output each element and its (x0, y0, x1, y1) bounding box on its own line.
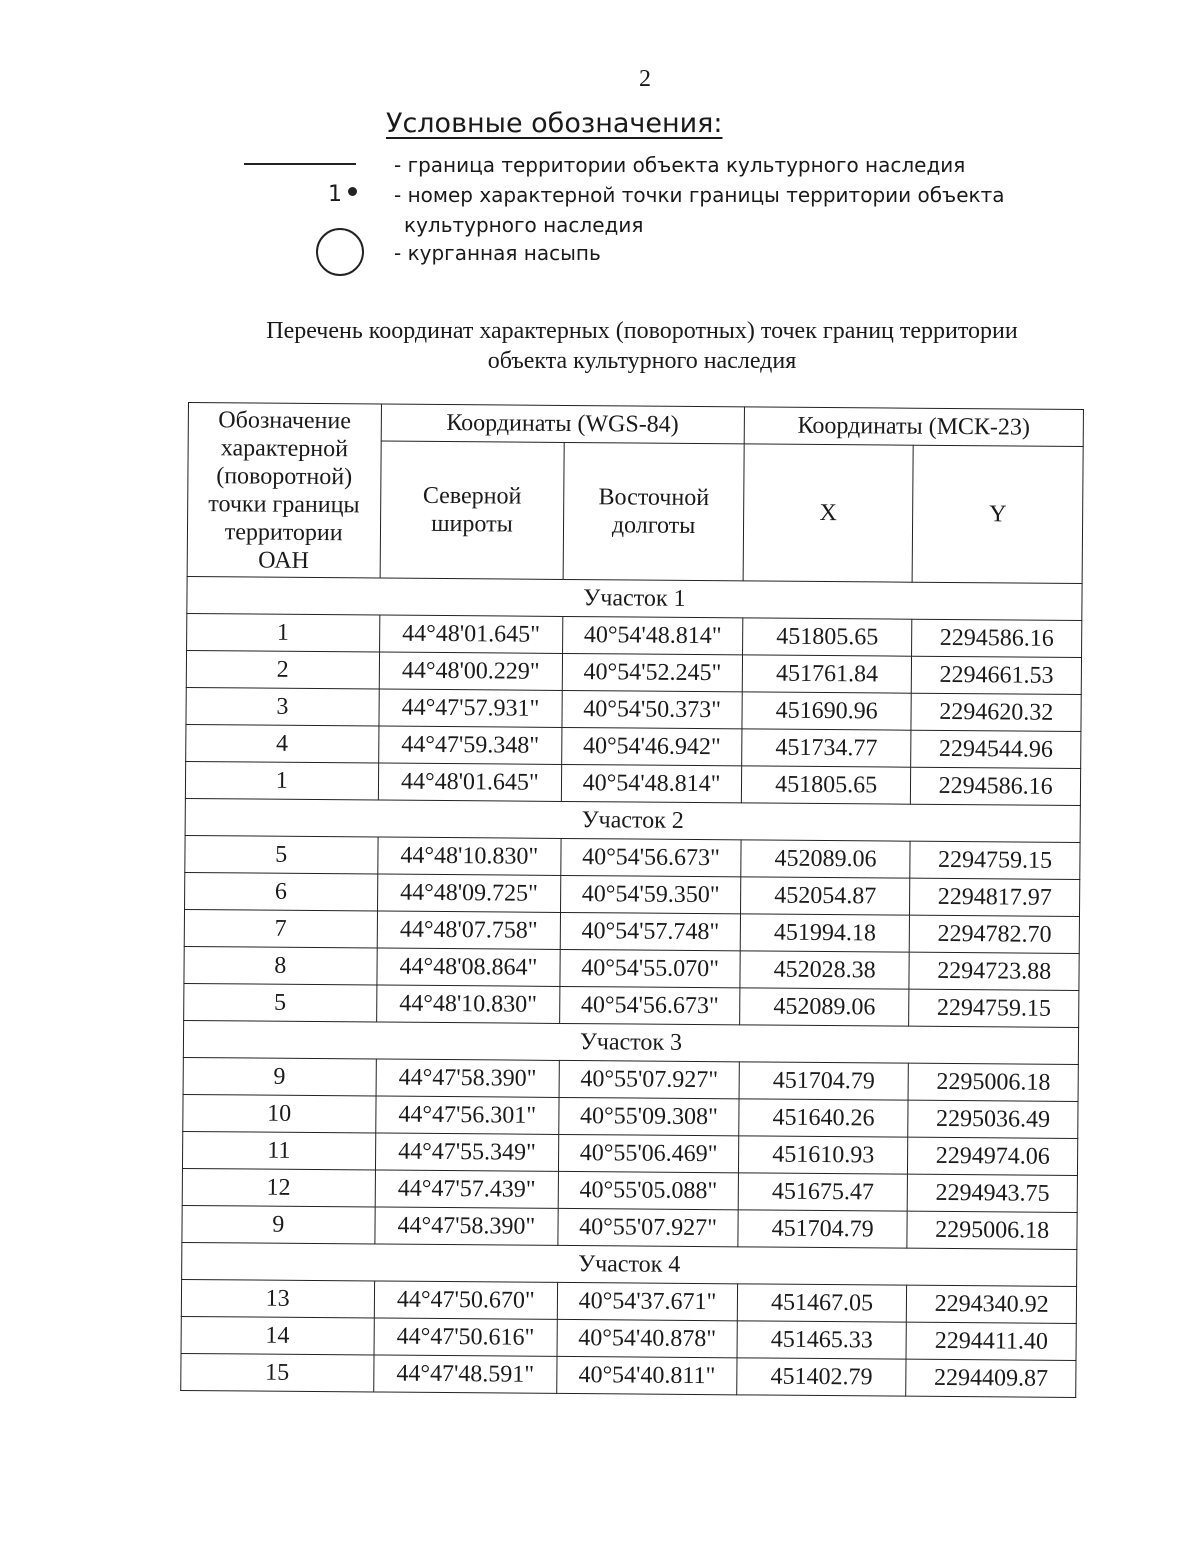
point-marker-label: 1 (328, 182, 342, 207)
cell-latitude: 44°47'58.390" (376, 1059, 560, 1097)
cell-longitude: 40°54'57.748" (560, 912, 740, 950)
cell-x-coordinate: 451805.65 (742, 618, 912, 656)
cell-point-number: 1 (187, 613, 380, 652)
cell-y-coordinate: 2294723.88 (909, 952, 1079, 990)
cell-point-number: 2 (186, 650, 379, 689)
cell-latitude: 44°48'09.725" (377, 874, 561, 912)
cell-longitude: 40°55'07.927" (559, 1060, 739, 1098)
cell-x-coordinate: 451704.79 (738, 1210, 908, 1248)
cell-point-number: 12 (182, 1168, 375, 1207)
header-y: Y (912, 445, 1083, 583)
header-wgs84: Координаты (WGS-84) (381, 404, 745, 444)
cell-point-number: 14 (181, 1316, 374, 1355)
cell-x-coordinate: 451704.79 (739, 1062, 909, 1100)
cell-x-coordinate: 451467.05 (737, 1284, 907, 1322)
cell-x-coordinate: 451640.26 (739, 1099, 909, 1137)
cell-latitude: 44°47'50.670" (374, 1281, 558, 1319)
cell-longitude: 40°54'40.878" (557, 1319, 737, 1357)
cell-point-number: 10 (183, 1094, 376, 1133)
legend-title: Условные обозначения: (386, 108, 723, 139)
cell-latitude: 44°48'01.645" (379, 615, 563, 653)
cell-y-coordinate: 2294544.96 (911, 730, 1081, 768)
legend-text-boundary: - граница территории объекта культурного наследия (394, 153, 966, 177)
mound-circle-icon (232, 236, 372, 270)
legend-item-boundary (232, 148, 1092, 182)
cell-y-coordinate: 2294974.06 (908, 1137, 1078, 1175)
cell-latitude: 44°47'48.591" (373, 1355, 557, 1393)
cell-y-coordinate: 2294782.70 (910, 915, 1080, 953)
cell-y-coordinate: 2294759.15 (910, 841, 1080, 879)
header-designation: Обозначение характерной (поворотной) точки границы территории ОАН (187, 403, 381, 579)
cell-latitude: 44°47'57.931" (379, 689, 563, 727)
cell-point-number: 5 (184, 983, 377, 1022)
cell-y-coordinate: 2294661.53 (912, 656, 1082, 694)
cell-x-coordinate: 451610.93 (738, 1136, 908, 1174)
cell-y-coordinate: 2294620.32 (911, 693, 1081, 731)
cell-point-number: 9 (183, 1057, 376, 1096)
cell-latitude: 44°48'01.645" (378, 763, 562, 801)
table-caption (212, 316, 1072, 376)
cell-latitude: 44°47'58.390" (374, 1207, 558, 1245)
cell-y-coordinate: 2294586.16 (912, 619, 1082, 657)
cell-latitude: 44°47'57.439" (375, 1170, 559, 1208)
cell-point-number: 5 (185, 835, 378, 874)
point-marker-icon (232, 178, 372, 212)
cell-point-number: 7 (184, 909, 377, 948)
cell-longitude: 40°54'55.070" (560, 949, 740, 987)
legend-item-mound (232, 236, 1092, 270)
cell-longitude: 40°54'40.811" (557, 1356, 737, 1394)
table-row (181, 1353, 1076, 1397)
cell-latitude: 44°48'10.830" (377, 837, 561, 875)
cell-point-number: 9 (182, 1205, 375, 1244)
cell-longitude: 40°54'50.373" (562, 690, 742, 728)
cell-x-coordinate: 451690.96 (742, 692, 912, 730)
cell-latitude: 44°48'10.830" (376, 985, 560, 1023)
cell-point-number: 11 (182, 1131, 375, 1170)
cell-longitude: 40°54'37.671" (558, 1282, 738, 1320)
header-longitude: Восточной долготы (563, 442, 744, 580)
table-caption-line1: Перечень координат характерных (поворотных) точек границ территории (266, 318, 1018, 344)
cell-x-coordinate: 452089.06 (741, 840, 911, 878)
cell-x-coordinate: 451761.84 (742, 655, 912, 693)
section-title: Участок 3 (183, 1020, 1078, 1064)
cell-x-coordinate: 451994.18 (740, 914, 910, 952)
cell-longitude: 40°55'09.308" (559, 1097, 739, 1135)
cell-latitude: 44°47'59.348" (378, 726, 562, 764)
coordinates-table (180, 402, 1084, 1398)
header-x: X (743, 444, 914, 582)
cell-x-coordinate: 451734.77 (742, 729, 912, 767)
cell-x-coordinate: 452054.87 (740, 877, 910, 915)
cell-point-number: 15 (181, 1353, 374, 1392)
cell-y-coordinate: 2295006.18 (907, 1211, 1077, 1249)
cell-longitude: 40°54'48.814" (563, 616, 743, 654)
cell-longitude: 40°54'59.350" (561, 875, 741, 913)
cell-latitude: 44°48'00.229" (379, 652, 563, 690)
cell-point-number: 6 (185, 872, 378, 911)
cell-y-coordinate: 2294759.15 (909, 989, 1079, 1027)
cell-y-coordinate: 2294586.16 (911, 767, 1081, 805)
boundary-line-icon (232, 148, 372, 182)
cell-x-coordinate: 452089.06 (740, 988, 910, 1026)
cell-latitude: 44°47'56.301" (375, 1096, 559, 1134)
cell-x-coordinate: 452028.38 (740, 951, 910, 989)
cell-longitude: 40°54'56.673" (561, 838, 741, 876)
table-body (181, 576, 1082, 1397)
header-latitude: Северной широты (380, 441, 565, 579)
cell-longitude: 40°54'46.942" (562, 727, 742, 765)
cell-latitude: 44°47'50.616" (374, 1318, 558, 1356)
cell-y-coordinate: 2294340.92 (907, 1285, 1077, 1323)
cell-longitude: 40°55'07.927" (558, 1208, 738, 1246)
cell-y-coordinate: 2294409.87 (906, 1359, 1076, 1397)
cell-longitude: 40°54'52.245" (562, 653, 742, 691)
cell-latitude: 44°48'07.758" (377, 911, 561, 949)
cell-x-coordinate: 451465.33 (737, 1321, 907, 1359)
cell-latitude: 44°47'55.349" (375, 1133, 559, 1171)
cell-longitude: 40°55'06.469" (559, 1134, 739, 1172)
section-title: Участок 1 (187, 576, 1082, 620)
cell-point-number: 8 (184, 946, 377, 985)
page-number: 2 (639, 66, 651, 92)
table-caption-line2: объекта культурного наследия (487, 348, 797, 374)
cell-longitude: 40°55'05.088" (558, 1171, 738, 1209)
cell-y-coordinate: 2295036.49 (908, 1100, 1078, 1138)
cell-y-coordinate: 2294411.40 (906, 1322, 1076, 1360)
cell-point-number: 13 (181, 1279, 374, 1318)
cell-y-coordinate: 2295006.18 (908, 1063, 1078, 1101)
cell-latitude: 44°48'08.864" (376, 948, 560, 986)
legend-text-point: - номер характерной точки границы территории объекта (394, 183, 1005, 207)
cell-longitude: 40°54'48.814" (562, 764, 742, 802)
cell-y-coordinate: 2294943.75 (908, 1174, 1078, 1212)
cell-x-coordinate: 451402.79 (737, 1358, 907, 1396)
cell-point-number: 3 (186, 687, 379, 726)
legend-text-point-cont: культурного наследия (404, 213, 644, 237)
cell-point-number: 1 (185, 761, 378, 800)
legend-text-mound: - курганная насыпь (394, 241, 601, 265)
legend-item-point (232, 178, 1092, 212)
cell-x-coordinate: 451805.65 (741, 766, 911, 804)
cell-point-number: 4 (186, 724, 379, 763)
header-msk23: Координаты (МСК-23) (744, 407, 1083, 447)
cell-y-coordinate: 2294817.97 (910, 878, 1080, 916)
cell-longitude: 40°54'56.673" (560, 986, 740, 1024)
section-title: Участок 2 (185, 798, 1080, 842)
cell-x-coordinate: 451675.47 (738, 1173, 908, 1211)
section-title: Участок 4 (182, 1242, 1077, 1286)
